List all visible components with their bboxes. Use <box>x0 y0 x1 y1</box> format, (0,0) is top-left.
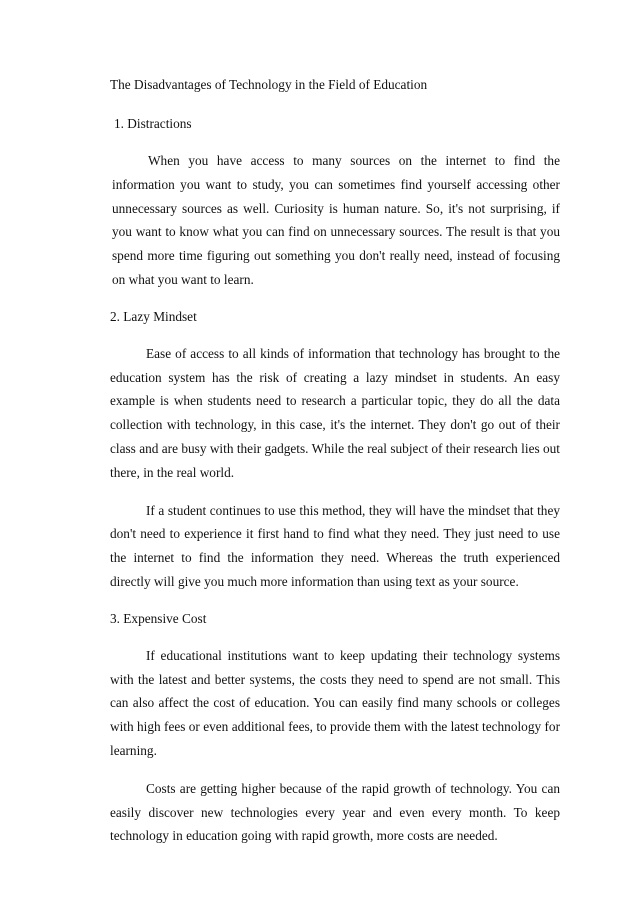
section-heading-lazy-mindset: 2. Lazy Mindset <box>110 308 197 324</box>
paragraph-distractions-1: When you have access to many sources on the internet to find the information you want to study, you can sometimes find yourself accessing other unnecessary sources as well. Curiosity is human nature. So, it's not surprising, if you want to know what you can find on unnecessary sources. The result is that you spend more time figuring out something you don't really need, instead of focusing on what you want to learn. <box>112 153 560 287</box>
paragraph-lazy-mindset-1: Ease of access to all kinds of information that technology has brought to the education system has the risk of creating a lazy mindset in students. An easy example is when students need to research a particular topic, they do all the data collection with technology, in this case, it's the internet. They don't go out of their class and are busy with their gadgets. While the real subject of their research lies out there, in the real world. <box>110 345 560 480</box>
paragraph-lazy-mindset-2: If a student continues to use this method, they will have the mindset that they don't need to experience it first hand to find what they need. They just need to use the internet to find the information they need. Whereas the truth experienced directly will give you much more information than using text as your source. <box>110 502 560 589</box>
section-heading-distractions: 1. Distractions <box>114 116 192 131</box>
document-body <box>110 74 560 862</box>
paragraph-expensive-cost-1: If educational institutions want to keep updating their technology systems with the latest and better systems, the costs they need to spend are not small. This can also affect the cost of education. You can easily find many schools or colleges with high fees or even additional fees, to provide them with the latest technology for learning. <box>110 647 560 758</box>
paragraph-expensive-cost-2: Costs are getting higher because of the rapid growth of technology. You can easily discover new technologies every year and even every month. To keep technology in education going with rapid growth, more costs are needed. <box>110 780 560 844</box>
document-title: The Disadvantages of Technology in the Field of Education <box>110 77 428 92</box>
section-heading-expensive-cost: 3. Expensive Cost <box>110 610 207 626</box>
